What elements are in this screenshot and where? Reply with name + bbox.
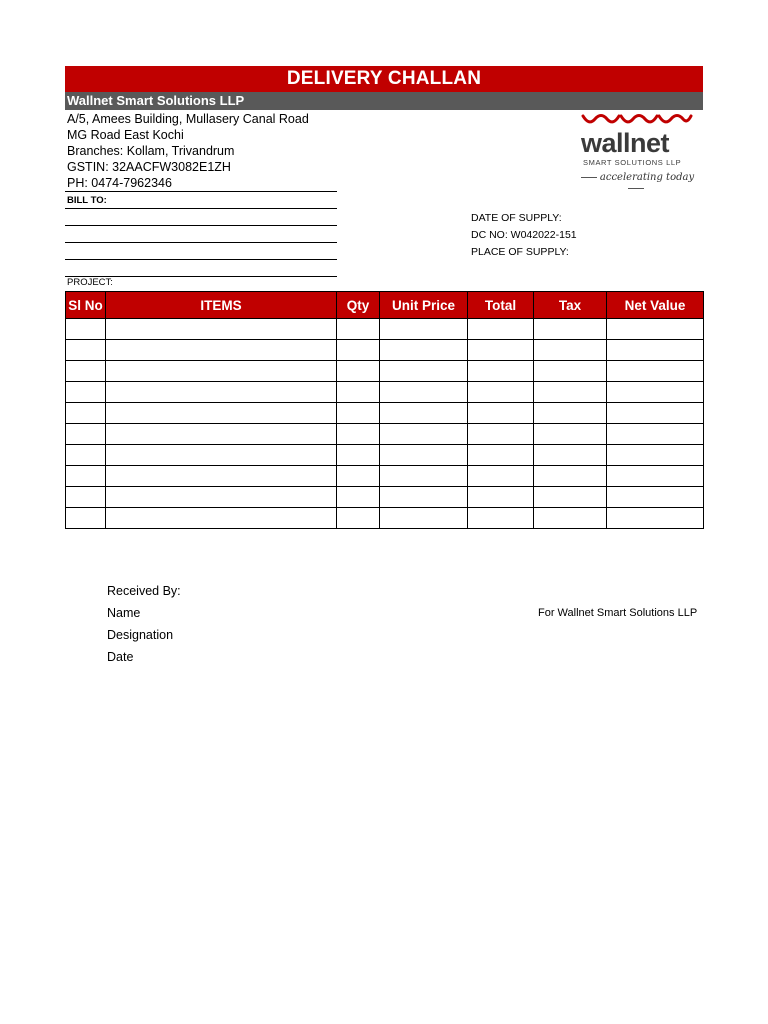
table-cell[interactable]: [66, 361, 106, 382]
table-cell[interactable]: [106, 403, 337, 424]
table-cell[interactable]: [607, 508, 704, 529]
logo-wordmark: wallnet: [581, 128, 670, 158]
for-company-signature: For Wallnet Smart Solutions LLP: [538, 607, 698, 619]
table-row: [66, 361, 704, 382]
table-cell[interactable]: [607, 445, 704, 466]
table-cell[interactable]: [106, 487, 337, 508]
table-cell[interactable]: [607, 319, 704, 340]
table-cell[interactable]: [380, 487, 468, 508]
table-header-row: [66, 292, 704, 319]
table-cell[interactable]: [66, 445, 106, 466]
table-cell[interactable]: [534, 487, 607, 508]
table-cell[interactable]: [534, 466, 607, 487]
delivery-challan-sheet: [65, 66, 703, 664]
table-cell[interactable]: [380, 319, 468, 340]
bill-to-line-3: [65, 242, 337, 243]
table-cell[interactable]: [106, 445, 337, 466]
place-of-supply-label: PLACE OF SUPPLY:: [471, 246, 569, 258]
table-cell[interactable]: [468, 319, 534, 340]
table-cell[interactable]: [380, 361, 468, 382]
items-table-body: [66, 319, 704, 529]
wave-logo-icon: [581, 112, 693, 126]
rule-line: [65, 191, 337, 192]
bill-to-line-2: [65, 225, 337, 226]
table-cell[interactable]: [337, 445, 380, 466]
table-cell[interactable]: [66, 403, 106, 424]
table-row: [66, 403, 704, 424]
table-cell[interactable]: [380, 403, 468, 424]
table-cell[interactable]: [337, 382, 380, 403]
table-cell[interactable]: [607, 403, 704, 424]
column-header-sl-no: Sl No: [66, 292, 106, 319]
table-cell[interactable]: [337, 319, 380, 340]
column-header-net-value: Net Value: [607, 292, 704, 319]
table-cell[interactable]: [468, 445, 534, 466]
table-cell[interactable]: [607, 466, 704, 487]
table-cell[interactable]: [534, 508, 607, 529]
received-date-label: Date: [107, 650, 134, 664]
table-cell[interactable]: [380, 382, 468, 403]
received-by-label: Received By:: [107, 584, 181, 598]
table-cell[interactable]: [66, 424, 106, 445]
table-cell[interactable]: [337, 508, 380, 529]
table-cell[interactable]: [380, 466, 468, 487]
table-cell[interactable]: [468, 403, 534, 424]
wallnet-logo: [575, 112, 701, 198]
table-row: [66, 382, 704, 403]
table-cell[interactable]: [468, 340, 534, 361]
dc-number: DC NO: W042022-151: [471, 229, 577, 241]
table-row: [66, 445, 704, 466]
address-line-2: MG Road East Kochi: [67, 128, 184, 142]
table-cell[interactable]: [380, 445, 468, 466]
table-row: [66, 508, 704, 529]
table-cell[interactable]: [468, 361, 534, 382]
table-cell[interactable]: [534, 382, 607, 403]
table-cell[interactable]: [534, 424, 607, 445]
table-cell[interactable]: [337, 466, 380, 487]
table-cell[interactable]: [607, 382, 704, 403]
address-phone: PH: 0474-7962346: [67, 176, 172, 190]
address-line-1: A/5, Amees Building, Mullasery Canal Road: [67, 112, 309, 126]
table-cell[interactable]: [66, 340, 106, 361]
table-cell[interactable]: [380, 508, 468, 529]
table-row: [66, 424, 704, 445]
table-cell[interactable]: [607, 361, 704, 382]
table-cell[interactable]: [106, 382, 337, 403]
table-cell[interactable]: [66, 319, 106, 340]
table-cell[interactable]: [337, 403, 380, 424]
table-cell[interactable]: [337, 487, 380, 508]
table-cell[interactable]: [380, 340, 468, 361]
table-cell[interactable]: [66, 466, 106, 487]
table-row: [66, 340, 704, 361]
bill-to-label: BILL TO:: [67, 195, 107, 206]
document-title: DELIVERY CHALLAN: [65, 66, 703, 92]
table-cell[interactable]: [337, 361, 380, 382]
table-cell[interactable]: [337, 424, 380, 445]
table-cell[interactable]: [468, 487, 534, 508]
table-row: [66, 466, 704, 487]
table-cell[interactable]: [534, 340, 607, 361]
column-header-tax: Tax: [534, 292, 607, 319]
table-cell[interactable]: [534, 361, 607, 382]
table-cell[interactable]: [106, 319, 337, 340]
table-cell[interactable]: [534, 445, 607, 466]
table-cell[interactable]: [66, 508, 106, 529]
items-table: [65, 291, 704, 529]
address-gstin: GSTIN: 32AACFW3082E1ZH: [67, 160, 231, 174]
logo-tagline: accelerating today: [575, 172, 697, 194]
bill-to-line-4: [65, 259, 337, 260]
column-header-qty: Qty: [337, 292, 380, 319]
table-cell[interactable]: [106, 340, 337, 361]
company-name-bar: Wallnet Smart Solutions LLP: [65, 92, 703, 110]
logo-subtitle: SMART SOLUTIONS LLP: [583, 158, 682, 167]
column-header-items: ITEMS: [106, 292, 337, 319]
received-designation-label: Designation: [107, 628, 174, 642]
table-cell[interactable]: [66, 382, 106, 403]
table-cell[interactable]: [534, 319, 607, 340]
table-cell[interactable]: [468, 382, 534, 403]
date-of-supply-label: DATE OF SUPPLY:: [471, 212, 562, 224]
table-cell[interactable]: [106, 424, 337, 445]
table-cell[interactable]: [468, 424, 534, 445]
table-cell[interactable]: [468, 508, 534, 529]
table-cell[interactable]: [468, 466, 534, 487]
table-cell[interactable]: [106, 361, 337, 382]
table-cell[interactable]: [106, 508, 337, 529]
column-header-total: Total: [468, 292, 534, 319]
bill-to-line-1: [65, 208, 337, 209]
table-cell[interactable]: [607, 424, 704, 445]
table-cell[interactable]: [534, 403, 607, 424]
table-cell[interactable]: [66, 487, 106, 508]
table-cell[interactable]: [337, 340, 380, 361]
table-cell[interactable]: [607, 340, 704, 361]
table-cell[interactable]: [106, 466, 337, 487]
table-cell[interactable]: [607, 487, 704, 508]
received-name-label: Name: [107, 606, 141, 620]
column-header-unit-price: Unit Price: [380, 292, 468, 319]
project-label: PROJECT:: [67, 277, 113, 288]
table-row: [66, 487, 704, 508]
address-branches: Branches: Kollam, Trivandrum: [67, 144, 235, 158]
table-cell[interactable]: [380, 424, 468, 445]
table-row: [66, 319, 704, 340]
